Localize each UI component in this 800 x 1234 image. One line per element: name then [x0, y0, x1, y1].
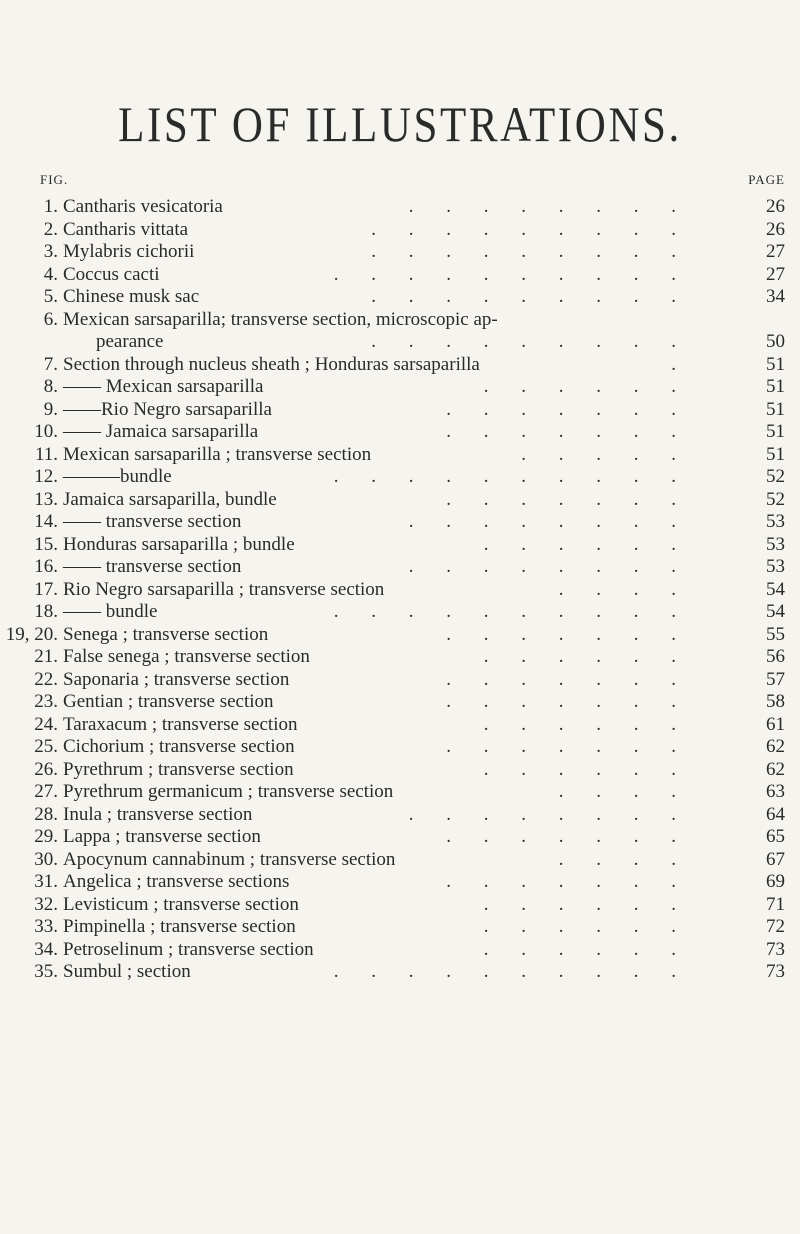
figure-number: 32.: [34, 893, 58, 915]
illustration-title: Cantharis vittata: [63, 218, 189, 240]
list-item: [0, 736, 800, 759]
dot-leader: . . . . . . . . . .: [333, 961, 690, 982]
page-number: 27: [766, 263, 785, 285]
list-item: [0, 534, 800, 557]
list-item: [0, 264, 800, 287]
page-number: 53: [766, 511, 785, 532]
page-number: 52: [766, 466, 785, 487]
figure-number: 33.: [34, 916, 58, 937]
page-number: 26: [766, 218, 785, 240]
illustration-title: Cantharis vesicatoria: [63, 196, 223, 217]
dot-leader: . . . .: [558, 848, 690, 870]
figure-number: 13.: [34, 488, 58, 510]
dot-leader: . . . . . . . .: [408, 803, 690, 825]
figure-number: 9.: [43, 398, 58, 420]
dot-leader: . . . . . .: [483, 646, 690, 667]
page-number: 65: [766, 826, 785, 847]
list-item: [0, 669, 800, 692]
page-number: 51: [766, 376, 785, 397]
page-number: 51: [766, 398, 785, 420]
illustration-title: Mylabris cichorii: [63, 241, 195, 262]
list-item: [0, 826, 800, 849]
page-number: 58: [766, 691, 785, 712]
illustration-title: Petroselinum ; transverse section: [63, 938, 314, 960]
figure-number: 16.: [34, 556, 58, 577]
page-number: 34: [766, 286, 785, 307]
figure-number: 8.: [43, 376, 58, 397]
page-title: LIST OF ILLUSTRATIONS.: [118, 96, 682, 152]
illustration-title: Pimpinella ; transverse section: [63, 916, 296, 937]
page-number: 71: [766, 893, 785, 915]
page-number: 62: [766, 758, 785, 780]
dot-leader: . . . . .: [521, 443, 690, 465]
list-item: [0, 894, 800, 917]
page-number: 54: [766, 578, 785, 600]
figure-number: 29.: [34, 826, 58, 847]
illustration-title: Taraxacum ; transverse section: [63, 713, 298, 735]
list-item: [0, 286, 800, 309]
illustrations-list: [0, 196, 800, 984]
illustration-title: —— Jamaica sarsaparilla: [63, 421, 259, 442]
figure-number: 10.: [34, 421, 58, 442]
list-item: [0, 624, 800, 647]
list-item: [0, 781, 800, 804]
page-number: 52: [766, 488, 785, 510]
illustration-title: Cichorium ; transverse section: [63, 736, 295, 757]
illustration-title: Mexican sarsaparilla; transverse section, microscopic ap-: [63, 308, 498, 330]
dot-leader: . . . . . . .: [446, 691, 690, 712]
dot-leader: . . . . . . .: [446, 398, 690, 420]
list-item: [0, 196, 800, 219]
list-item: [0, 579, 800, 602]
page-number: 53: [766, 533, 785, 555]
figure-number: 35.: [34, 961, 58, 982]
figure-number: 26.: [34, 758, 58, 780]
list-item: [0, 804, 800, 827]
illustration-title: Angelica ; transverse sections: [63, 871, 290, 892]
illustration-title: False senega ; transverse section: [63, 646, 310, 667]
illustration-title: Section through nucleus sheath ; Honduras sarsaparilla: [63, 353, 480, 375]
dot-leader: . . . . . . .: [446, 871, 690, 892]
list-item: [0, 376, 800, 399]
page-number: 64: [766, 803, 785, 825]
list-item: [0, 241, 800, 264]
illustration-title: Lappa ; transverse section: [63, 826, 261, 847]
list-item: [0, 646, 800, 669]
dot-leader: . . . .: [558, 781, 690, 802]
page-number: 54: [766, 601, 785, 622]
list-item: [0, 354, 800, 377]
list-item: [0, 444, 800, 467]
dot-leader: . . . . . . . . . .: [333, 601, 690, 622]
fig-column-header: FIG.: [40, 172, 69, 187]
list-item: [0, 466, 800, 489]
figure-number: 5.: [43, 286, 58, 307]
illustration-title: Pyrethrum germanicum ; transverse section: [63, 781, 394, 802]
dot-leader: . . . . . .: [483, 376, 690, 397]
list-item: [0, 511, 800, 534]
dot-leader: . . . . . . .: [446, 623, 690, 645]
figure-number: 34.: [34, 938, 58, 960]
dot-leader: . . . . . .: [483, 713, 690, 735]
illustration-title: —— Mexican sarsaparilla: [63, 376, 264, 397]
page-column-header: PAGE: [748, 172, 785, 187]
list-item: [0, 714, 800, 737]
list-item: [0, 871, 800, 894]
page-number: 27: [766, 241, 785, 262]
illustration-title: Levisticum ; transverse section: [63, 893, 299, 915]
illustration-title: Sumbul ; section: [63, 961, 191, 982]
page-number: 57: [766, 668, 785, 690]
page-number: 69: [766, 871, 785, 892]
illustration-title: Apocynum cannabinum ; transverse section: [63, 848, 396, 870]
dot-leader: . . . . . . .: [446, 826, 690, 847]
dot-leader: . . . . . .: [483, 916, 690, 937]
illustration-title: Mexican sarsaparilla ; transverse section: [63, 443, 372, 465]
list-item: [0, 489, 800, 512]
dot-leader: . . . . . . . . .: [371, 218, 690, 240]
page-number: 26: [766, 196, 785, 217]
list-item: [0, 309, 800, 332]
figure-number: 27.: [34, 781, 58, 802]
page-number: 51: [766, 443, 785, 465]
list-item: [0, 916, 800, 939]
dot-leader: . . . . . . .: [446, 488, 690, 510]
list-item: [0, 601, 800, 624]
page-number: 73: [766, 961, 785, 982]
list-item: [0, 759, 800, 782]
figure-number: 30.: [34, 848, 58, 870]
illustration-title: pearance: [96, 331, 164, 352]
page-number: 51: [766, 353, 785, 375]
list-item: [0, 421, 800, 444]
list-item: [0, 399, 800, 422]
illustration-title: Pyrethrum ; transverse section: [63, 758, 294, 780]
list-item: [0, 961, 800, 984]
illustration-title: ———bundle: [63, 466, 172, 487]
figure-number: 18.: [34, 601, 58, 622]
dot-leader: . . . . . . . .: [408, 556, 690, 577]
page-number: 73: [766, 938, 785, 960]
figure-number: 31.: [34, 871, 58, 892]
illustration-title: —— transverse section: [63, 511, 242, 532]
dot-leader: . . . . . . . . .: [371, 286, 690, 307]
illustration-title: —— transverse section: [63, 556, 242, 577]
dot-leader: . . . . . . . . .: [371, 331, 690, 352]
figure-number: 6.: [43, 308, 58, 330]
dot-leader: . . . . . .: [483, 533, 690, 555]
figure-number: 3.: [43, 241, 58, 262]
illustration-title: Chinese musk sac: [63, 286, 200, 307]
figure-number: 22.: [34, 668, 58, 690]
dot-leader: . . . . . . . .: [408, 196, 690, 217]
figure-number: 15.: [34, 533, 58, 555]
illustration-title: Coccus cacti: [63, 263, 160, 285]
figure-number: 24.: [34, 713, 58, 735]
illustration-title: —— bundle: [63, 601, 158, 622]
dot-leader: . . . . . . . . .: [371, 241, 690, 262]
page-number: 62: [766, 736, 785, 757]
page-number: 51: [766, 421, 785, 442]
dot-leader: . . . .: [558, 578, 690, 600]
list-item: [0, 331, 800, 354]
figure-number: 21.: [34, 646, 58, 667]
list-item: [0, 939, 800, 962]
page-number: 50: [766, 331, 785, 352]
list-item: [0, 849, 800, 872]
figure-number: 12.: [34, 466, 58, 487]
dot-leader: . . . . . . . .: [408, 511, 690, 532]
illustration-title: Rio Negro sarsaparilla ; transverse section: [63, 578, 385, 600]
figure-number: 25.: [34, 736, 58, 757]
figure-number: 7.: [43, 353, 58, 375]
page-number: 63: [766, 781, 785, 802]
page-number: 55: [766, 623, 785, 645]
figure-number: 17.: [34, 578, 58, 600]
dot-leader: . . . . . . .: [446, 736, 690, 757]
page-number: 72: [766, 916, 785, 937]
dot-leader: . . . . . . .: [446, 421, 690, 442]
page-number: 56: [766, 646, 785, 667]
list-item: [0, 556, 800, 579]
list-item: [0, 219, 800, 242]
figure-number: 1.: [43, 196, 58, 217]
dot-leader: . . . . . . .: [446, 668, 690, 690]
figure-number: 23.: [34, 691, 58, 712]
dot-leader: .: [671, 353, 690, 375]
illustration-title: Inula ; transverse section: [63, 803, 253, 825]
illustration-title: Senega ; transverse section: [63, 623, 269, 645]
dot-leader: . . . . . . . . . .: [333, 263, 690, 285]
figure-number: 19, 20.: [5, 623, 58, 645]
dot-leader: . . . . . .: [483, 758, 690, 780]
page-number: 67: [766, 848, 785, 870]
figure-number: 14.: [34, 511, 58, 532]
figure-number: 4.: [43, 263, 58, 285]
illustration-title: Saponaria ; transverse section: [63, 668, 290, 690]
dot-leader: . . . . . . . . . .: [333, 466, 690, 487]
dot-leader: . . . . . .: [483, 938, 690, 960]
illustration-title: ——Rio Negro sarsaparilla: [63, 398, 272, 420]
page-number: 61: [766, 713, 785, 735]
illustration-title: Honduras sarsaparilla ; bundle: [63, 533, 295, 555]
figure-number: 11.: [34, 443, 58, 465]
figure-number: 2.: [43, 218, 58, 240]
page-number: 53: [766, 556, 785, 577]
figure-number: 28.: [34, 803, 58, 825]
illustration-title: Gentian ; transverse section: [63, 691, 274, 712]
list-item: [0, 691, 800, 714]
dot-leader: . . . . . .: [483, 893, 690, 915]
illustration-title: Jamaica sarsaparilla, bundle: [63, 488, 277, 510]
